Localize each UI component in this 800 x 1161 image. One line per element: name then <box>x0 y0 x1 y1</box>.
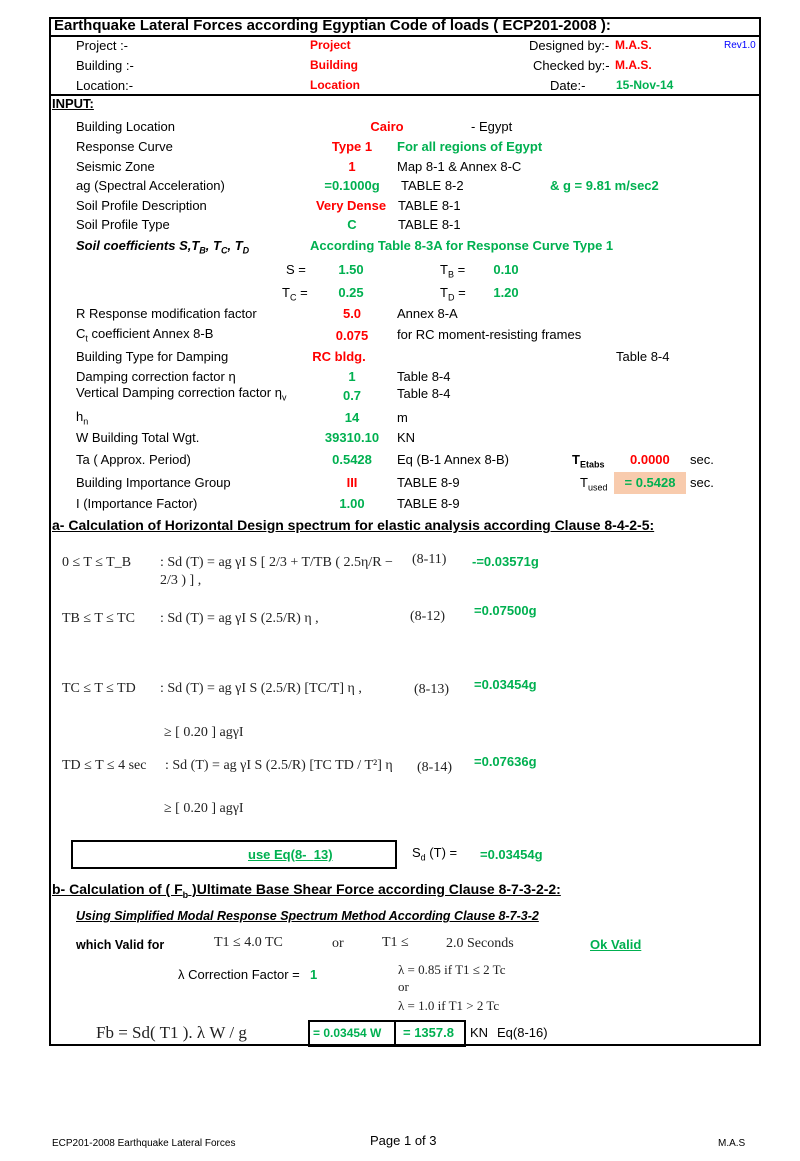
fb-eq-ref: Eq(8-16) <box>497 1025 548 1040</box>
eq-number: (8-12) <box>410 609 445 624</box>
lambda-rule-1: λ = 0.85 if T1 ≤ 2 Tc <box>398 962 506 977</box>
tc-value: 0.25 <box>338 285 364 300</box>
group-value[interactable]: III <box>346 475 358 490</box>
ct-note: for RC moment-resisting frames <box>397 327 582 342</box>
valid-condition-2-value: 2.0 Seconds <box>446 936 514 951</box>
footer-right: M.A.S <box>718 1138 746 1149</box>
use-eq-text: use Eq(8- <box>248 847 307 862</box>
ct-text: coefficient Annex 8-B <box>87 326 214 341</box>
sub: t <box>85 333 88 344</box>
tused-label <box>580 474 607 497</box>
tc-label <box>282 284 308 307</box>
etav-note: Table 8-4 <box>397 386 451 401</box>
fb-formula: Fb = Sd( T1 ). λ W / g <box>96 1023 247 1042</box>
eq-formula: : Sd (T) = ag γI S [ 2/3 + T/TB ( 2.5η/R − 2/3 ) ] , <box>160 555 393 588</box>
i-value: 1.00 <box>339 496 365 511</box>
group-label: Building Importance Group <box>76 475 231 490</box>
i-label: I (Importance Factor) <box>76 496 198 511</box>
lambda-value: 1 <box>310 967 318 982</box>
r-value[interactable]: 5.0 <box>342 306 362 321</box>
soil-description-value[interactable]: Very Dense <box>315 198 387 213</box>
r-label: R Response modification factor <box>76 306 257 321</box>
sub: used <box>587 482 608 493</box>
fb-coefficient: = 0.03454 W <box>313 1026 382 1040</box>
lambda-or: or <box>398 979 409 994</box>
footer-left: ECP201-2008 Earthquake Lateral Forces <box>52 1138 236 1149</box>
eq-formula: : Sd (T) = ag γI S (2.5/R) [TC TD / T²] η <box>165 758 393 773</box>
location-value[interactable]: Location <box>310 78 360 92</box>
hn-unit: m <box>397 410 408 425</box>
hn-value: 14 <box>344 410 360 425</box>
sub: B <box>199 245 206 256</box>
s-label: S = <box>286 262 306 277</box>
g-note: & g = 9.81 m/sec2 <box>550 178 659 193</box>
w-label: W Building Total Wgt. <box>76 430 200 445</box>
use-eq-number: 13) <box>313 847 333 862</box>
heading-text: )Ultimate Base Shear Force according Clause 8-7-3-2-2: <box>188 881 561 897</box>
hn-label <box>76 408 88 431</box>
row-note: For all regions of Egypt <box>397 139 543 154</box>
tetabs-label <box>572 451 604 474</box>
divider <box>49 35 761 37</box>
t: T <box>440 262 448 277</box>
t: T <box>440 285 448 300</box>
soil-type-value: C <box>347 217 357 232</box>
building-location-value[interactable]: Cairo <box>370 119 404 134</box>
soil-label-text: , T <box>227 238 243 253</box>
eq-minimum: ≥ [ 0.20 ] agγI <box>164 725 244 740</box>
ct-label <box>76 325 213 348</box>
page-title: Earthquake Lateral Forces according Egyptian Code of loads ( ECP201-2008 ): <box>54 17 611 34</box>
etav-label <box>76 384 286 407</box>
eq-result: =0.07500g <box>474 603 537 618</box>
eq-result: -=0.03571g <box>472 554 539 569</box>
sub: b <box>182 889 189 900</box>
eq: = <box>453 262 466 277</box>
eq-minimum: ≥ [ 0.20 ] agγI <box>164 801 244 816</box>
building-type-value[interactable]: RC bldg. <box>312 349 366 364</box>
sub: D <box>447 292 455 303</box>
ct-value[interactable]: 0.075 <box>335 328 369 343</box>
tb-value: 0.10 <box>493 262 519 277</box>
eta-value: 1 <box>348 369 356 384</box>
etav-text: Vertical Damping correction factor η <box>76 385 282 400</box>
fb-unit: KN <box>470 1025 489 1040</box>
soil-coefficients-note: According Table 8-3A for Response Curve Type 1 <box>310 238 614 253</box>
use-eq-label <box>248 846 333 864</box>
row-label: Building Location <box>76 119 176 134</box>
seismic-zone-value[interactable]: 1 <box>348 159 356 174</box>
t: T <box>282 285 290 300</box>
sub: v <box>281 392 287 403</box>
eq-condition: TC ≤ T ≤ TD <box>62 681 136 696</box>
soil-label-text: Soil coefficients S,T <box>76 238 200 253</box>
date-value[interactable]: 15-Nov-14 <box>616 78 674 92</box>
eq-formula: : Sd (T) = ag γI S (2.5/R) [TC/T] η , <box>160 681 362 696</box>
sd-label <box>412 844 457 867</box>
project-value[interactable]: Project <box>310 38 351 52</box>
i-note: TABLE 8-9 <box>397 496 460 511</box>
eq-condition: TB ≤ T ≤ TC <box>62 611 135 626</box>
eq-result: =0.07636g <box>474 754 537 769</box>
section-b-heading <box>52 880 561 904</box>
response-curve-value[interactable]: Type 1 <box>331 139 373 154</box>
eq-result: =0.03454g <box>474 677 537 692</box>
fb-value: = 1357.8 <box>403 1025 454 1040</box>
t: T <box>572 452 580 467</box>
group-note: TABLE 8-9 <box>397 475 460 490</box>
eta-label: Damping correction factor η <box>76 369 236 384</box>
valid-condition-1: T1 ≤ 4.0 TC <box>214 935 283 950</box>
h: h <box>76 409 84 424</box>
eq-condition: TD ≤ T ≤ 4 sec <box>62 758 147 773</box>
location-label: Location:- <box>76 78 134 93</box>
row-label: Response Curve <box>76 139 173 154</box>
eq-condition: 0 ≤ T ≤ T_B <box>62 555 132 570</box>
eq: = <box>454 285 466 300</box>
row-note: TABLE 8-2 <box>401 178 464 193</box>
soil-label-text: , T <box>205 238 221 253</box>
sub: d <box>420 852 426 863</box>
eq-number: (8-14) <box>417 760 452 775</box>
building-type-note: Table 8-4 <box>616 349 670 364</box>
c: C <box>76 326 86 341</box>
row-note: - Egypt <box>471 119 513 134</box>
eq-number: (8-11) <box>412 552 447 567</box>
td-label <box>440 284 466 307</box>
project-label: Project :- <box>76 38 129 53</box>
lambda-label: λ Correction Factor = <box>178 967 300 982</box>
valid-status: Ok Valid <box>590 937 642 952</box>
sd-value: =0.03454g <box>480 847 543 862</box>
eq: = <box>296 285 308 300</box>
ta-note: Eq (B-1 Annex 8-B) <box>397 452 509 467</box>
heading-text: b- Calculation of ( F <box>52 881 183 897</box>
s-value: 1.50 <box>338 262 364 277</box>
row-label: Soil Profile Description <box>76 198 207 213</box>
row-label: Soil Profile Type <box>76 217 170 232</box>
designed-label: Designed by:- <box>529 38 610 53</box>
input-heading: INPUT: <box>52 96 94 111</box>
valid-label: which Valid for <box>76 938 165 952</box>
checked-value[interactable]: M.A.S. <box>615 58 652 72</box>
section-b-subheading: Using Simplified Modal Response Spectrum Method According Clause 8-7-3-2 <box>76 909 539 923</box>
building-value[interactable]: Building <box>310 58 358 72</box>
sub: n <box>83 416 89 427</box>
eq-number: (8-13) <box>414 682 449 697</box>
s: S <box>412 845 421 860</box>
ag-value: =0.1000g <box>324 178 380 193</box>
lambda-rule-2: λ = 1.0 if T1 > 2 Tc <box>398 998 500 1013</box>
row-note: TABLE 8-1 <box>398 198 461 213</box>
row-note: TABLE 8-1 <box>398 217 461 232</box>
sec-unit: sec. <box>690 475 714 490</box>
sub: D <box>242 245 250 256</box>
etav-value: 0.7 <box>342 388 362 403</box>
t: T <box>580 475 588 490</box>
section-a-heading: a- Calculation of Horizontal Design spectrum for elastic analysis according Clause 8-4-2-5: <box>52 517 655 533</box>
designed-value[interactable]: M.A.S. <box>615 38 652 52</box>
eq-formula: : Sd (T) = ag γI S (2.5/R) η , <box>160 611 319 626</box>
valid-condition-2: T1 ≤ <box>382 935 409 950</box>
sub: C <box>289 292 297 303</box>
ta-value: 0.5428 <box>332 452 372 467</box>
sub: B <box>447 269 454 280</box>
eta-note: Table 8-4 <box>397 369 451 384</box>
tb-label <box>440 261 465 284</box>
use-eq-box <box>71 840 397 869</box>
building-label: Building :- <box>76 58 134 73</box>
soil-coefficients-label <box>76 237 249 260</box>
w-value: 39310.10 <box>324 430 380 445</box>
r-note: Annex 8-A <box>397 306 458 321</box>
tused-value: = 0.5428 <box>614 472 686 494</box>
sub: C <box>220 245 228 256</box>
row-note: Map 8-1 & Annex 8-C <box>397 159 522 174</box>
or-text: or <box>332 936 344 951</box>
ta-label: Ta ( Approx. Period) <box>76 452 191 467</box>
td-value: 1.20 <box>493 285 519 300</box>
checked-label: Checked by:- <box>533 58 610 73</box>
row-label: Seismic Zone <box>76 159 155 174</box>
divider <box>49 94 761 96</box>
sd-text: (T) = <box>425 845 458 860</box>
tetabs-value[interactable]: 0.0000 <box>630 452 670 467</box>
revision-label: Rev1.0 <box>724 40 756 51</box>
page-number: Page 1 of 3 <box>370 1133 437 1148</box>
date-label: Date:- <box>550 78 586 93</box>
sec-unit: sec. <box>690 452 714 467</box>
building-type-label: Building Type for Damping <box>76 349 229 364</box>
row-label: ag (Spectral Acceleration) <box>76 178 225 193</box>
w-unit: KN <box>397 430 416 445</box>
sub: Etabs <box>579 459 605 470</box>
